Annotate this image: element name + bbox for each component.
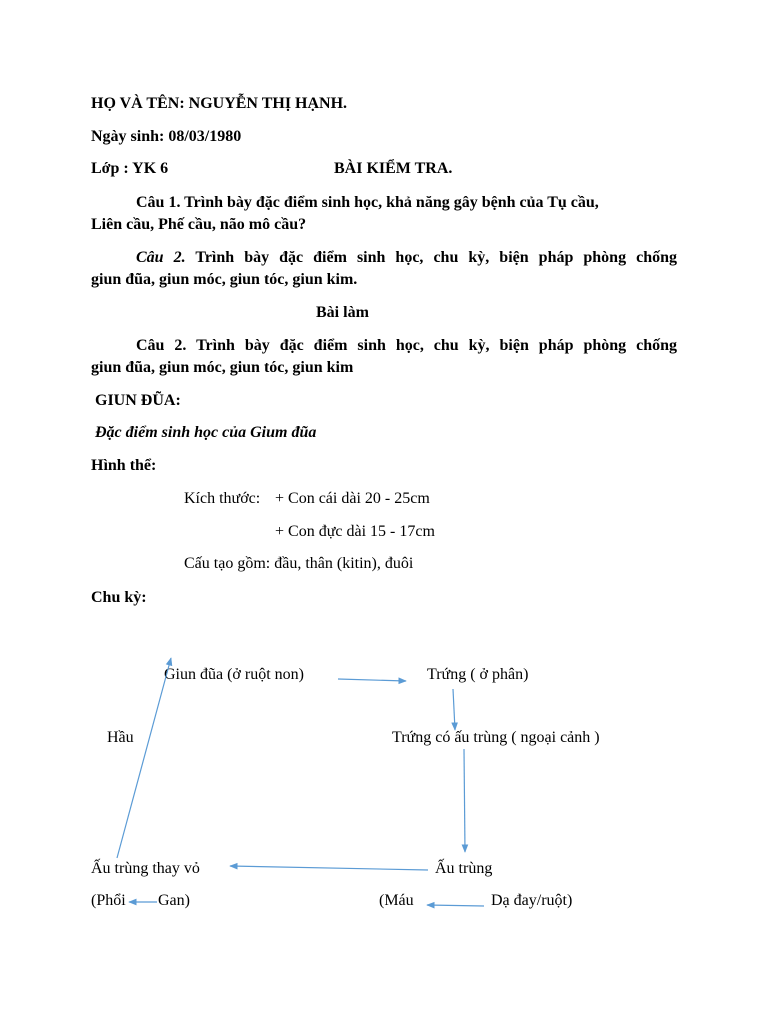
answer-restate-line-2: giun đũa, giun móc, giun tóc, giun kim bbox=[91, 359, 354, 376]
student-name-line: HỌ VÀ TÊN: NGUYỄN THỊ HẠNH. bbox=[91, 95, 348, 112]
node-molting-larva: Ấu trùng thay vỏ bbox=[91, 860, 200, 877]
subsection-title: Đặc điểm sinh học của Gium đũa bbox=[95, 424, 317, 441]
answer-heading: Bài làm bbox=[316, 304, 369, 321]
size-female: + Con cái dài 20 - 25cm bbox=[275, 490, 430, 507]
node-adult-worm: Giun đũa (ở ruột non) bbox=[164, 666, 304, 683]
structure-line: Cấu tạo gồm: đầu, thân (kitin), đuôi bbox=[184, 555, 414, 572]
question-2-line-2: giun đũa, giun móc, giun tóc, giun kim. bbox=[91, 271, 358, 288]
node-blood: (Máu bbox=[379, 892, 414, 909]
node-pharynx: Hầu bbox=[107, 729, 134, 746]
node-embryonated-eggs: Trứng có ấu trùng ( ngoại cảnh ) bbox=[392, 729, 600, 746]
section-title: GIUN ĐŨA: bbox=[95, 392, 181, 409]
node-eggs: Trứng ( ở phân) bbox=[427, 666, 529, 683]
node-liver: Gan) bbox=[158, 892, 190, 909]
question-2-label: Câu 2. bbox=[136, 249, 186, 266]
class-line: Lớp : YK 6 bbox=[91, 160, 169, 177]
size-label: Kích thước: bbox=[184, 490, 261, 507]
arrow-embryonated-to-larva bbox=[464, 749, 465, 852]
size-male: + Con đực dài 15 - 17cm bbox=[275, 523, 435, 540]
answer-restate-line-1: Câu 2. Trình bày đặc điểm sinh học, chu kỳ, biện pháp phòng chống bbox=[136, 337, 677, 354]
date-of-birth-line: Ngày sinh: 08/03/1980 bbox=[91, 128, 242, 145]
question-1-line-1: Câu 1. Trình bày đặc điểm sinh học, khả năng gây bệnh của Tụ cầu, bbox=[136, 194, 599, 211]
question-2-text: Trình bày đặc điểm sinh học, chu kỳ, biện pháp phòng chống bbox=[185, 249, 678, 266]
question-1-line-2: Liên cầu, Phế cầu, não mô cầu? bbox=[91, 216, 307, 233]
arrow-adult-to-eggs bbox=[338, 679, 406, 681]
node-larva: Ấu trùng bbox=[435, 860, 493, 877]
morphology-label: Hình thể: bbox=[91, 457, 157, 474]
node-intestine: Dạ đay/ruột) bbox=[491, 892, 573, 909]
arrow-molting-to-adult bbox=[117, 658, 171, 858]
test-title: BÀI KIỂM TRA. bbox=[334, 160, 453, 177]
arrow-intestine-to-blood bbox=[427, 905, 484, 906]
cycle-label: Chu kỳ: bbox=[91, 589, 147, 606]
arrow-larva-to-molting bbox=[230, 866, 428, 870]
arrow-eggs-to-embryonated bbox=[453, 689, 455, 730]
node-lung: (Phổi bbox=[91, 892, 126, 909]
